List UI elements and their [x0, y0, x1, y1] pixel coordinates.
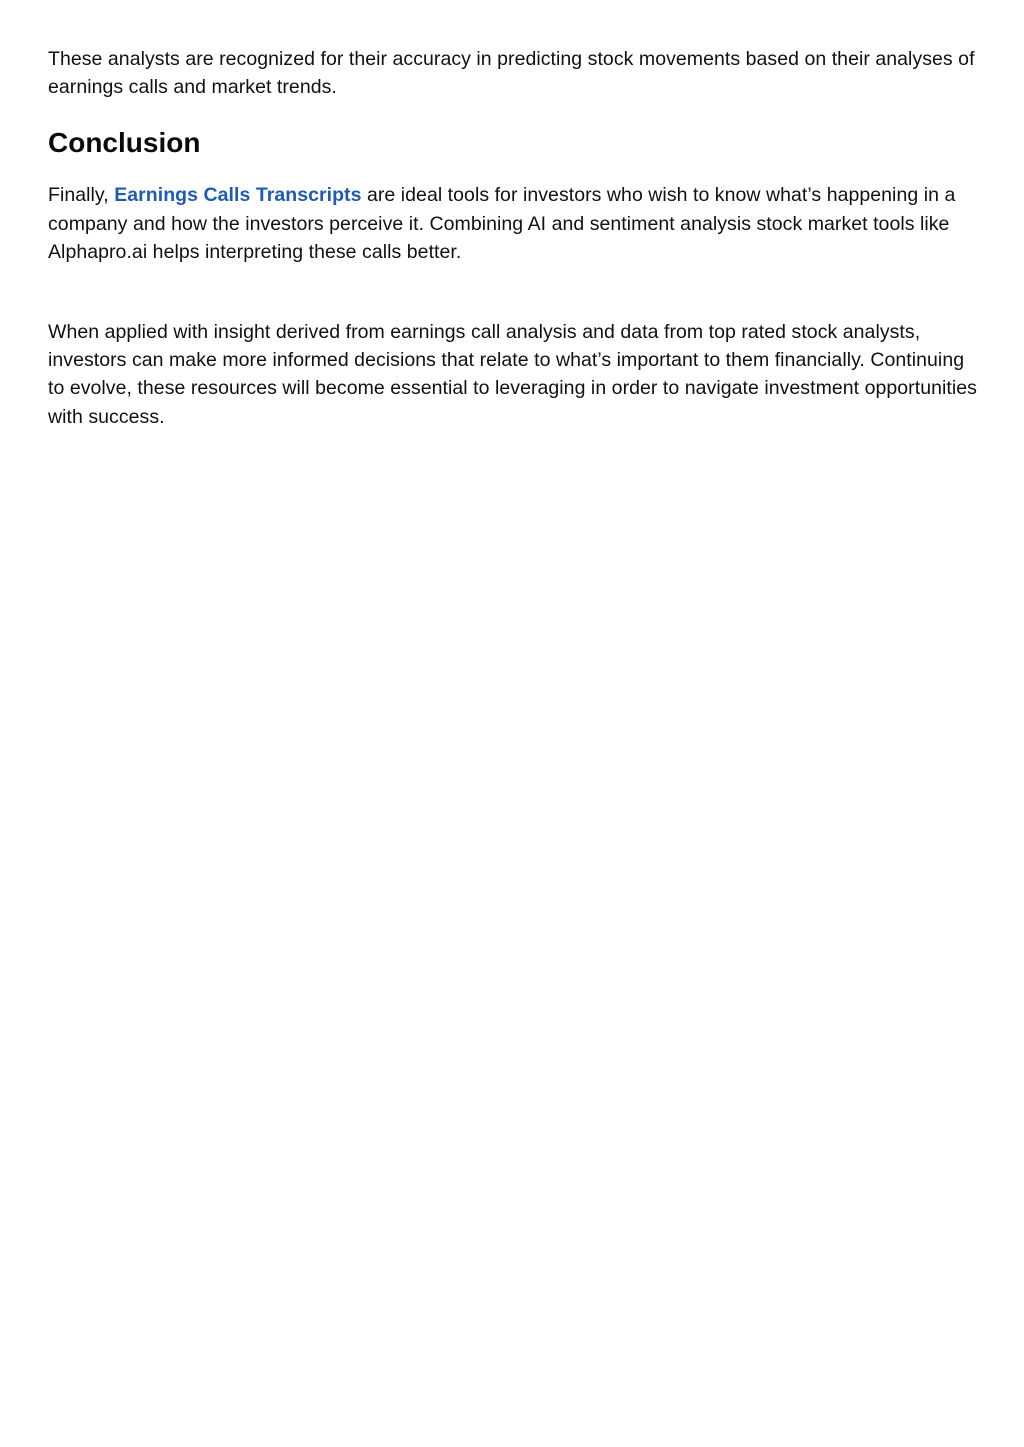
conclusion-heading: Conclusion	[48, 127, 201, 159]
conclusion-p1-lead: Finally,	[48, 184, 115, 207]
intro-paragraph: These analysts are recognized for their accuracy in predicting stock movements based on their analyses of earnings calls and market trends.	[48, 48, 975, 99]
earnings-calls-transcripts-link[interactable]: Earnings Calls Transcripts	[114, 184, 362, 207]
conclusion-paragraph-1	[48, 181, 978, 266]
conclusion-p1-rest: are ideal tools for investors who wish to know what’s happening in a company and how the investors perceive it. Combining AI and sentiment analysis stock market tools like Alphapro.ai helps interpreting these calls better.	[48, 184, 956, 263]
article-body	[48, 45, 978, 431]
conclusion-paragraph-2: When applied with insight derived from earnings call analysis and data from top rated stock analysts, investors can make more informed decisions that relate to what’s important to them financially. Continuing to evolve, these resources will become essential to leveraging in order to navigate investment opportunities with success.	[48, 321, 977, 428]
